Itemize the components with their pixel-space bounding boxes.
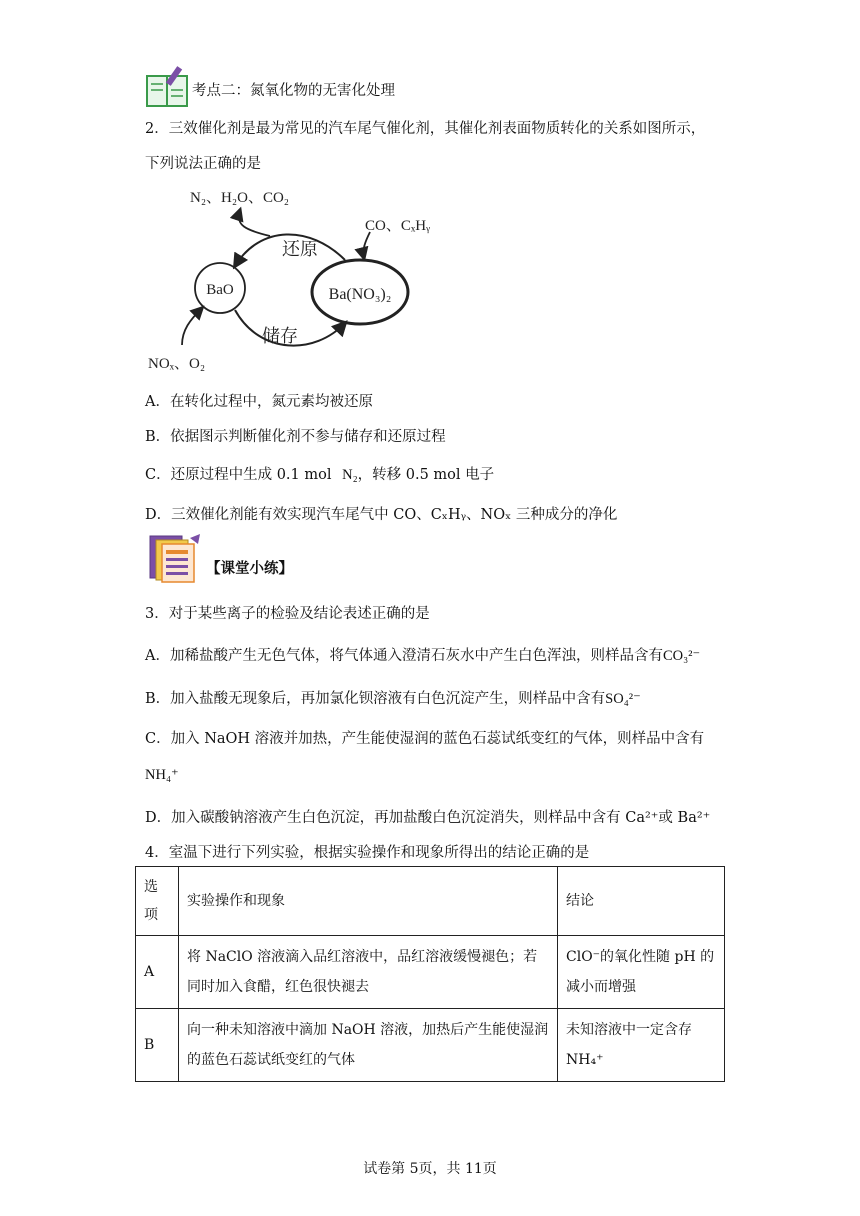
row-b-conclusion: 未知溶液中一定含存 NH₄⁺ [558,1009,725,1082]
section-title: 考点二：氮氧化物的无害化处理 [192,83,395,99]
storage-label: 储存 [262,326,298,346]
q2-option-d: D．三效催化剂能有效实现汽车尾气中 CO、CₓHᵧ、NOₓ 三种成分的净化 [145,507,618,523]
q4-stem: 4．室温下进行下列实验，根据实验操作和现象所得出的结论正确的是 [145,845,590,861]
q3-option-a [145,644,700,665]
q2-stem-line2: 下列说法正确的是 [145,156,261,172]
reactants-right-arrow [363,232,370,258]
q3-option-a-ion: CO₃²⁻ [662,648,701,664]
q2-stem-line1: 2．三效催化剂是最为常见的汽车尾气催化剂，其催化剂表面物质转化的关系如图所示， [145,121,706,137]
practice-title: 【课堂小练】 [206,560,293,577]
header-operation: 实验操作和现象 [179,867,558,936]
products-arrow [239,210,270,236]
catalyst-cycle-diagram [140,180,440,384]
q2-option-a: A．在转化过程中，氮元素均被还原 [145,394,373,410]
header-option: 选项 [136,867,179,936]
q2-option-b: B．依据图示判断催化剂不参与储存和还原过程 [145,429,446,445]
reactants-bottom-label: NOₓ、O₂ [148,356,206,372]
q3-option-c: C．加入 NaOH 溶液并加热，产生能使湿润的蓝色石蕊试纸变红的气体，则样品中含有 [145,731,705,747]
q3-option-c-ion: NH₄⁺ [145,767,179,783]
q3-stem: 3．对于某些离子的检验及结论表述正确的是 [145,606,430,622]
reduction-label: 还原 [282,239,318,259]
q2-option-c-post: ，转移 0.5 mol 电子 [357,467,495,483]
row-b-operation: 向一种未知溶液中滴加 NaOH 溶液，加热后产生能使湿润的蓝色石蕊试纸变红的气体 [179,1009,558,1082]
reactants-right-label: CO、CₓHᵧ [365,218,431,234]
q3-option-a-text: A．加稀盐酸产生无色气体，将气体通入澄清石灰水中产生白色浑浊，则样品含有 [145,648,663,664]
q2-option-c-chem: N₂ [342,467,358,483]
q3-option-b-text: B．加入盐酸无现象后，再加氯化钡溶液有白色沉淀产生，则样品中含有 [145,691,606,707]
row-a-operation: 将 NaClO 溶液滴入品红溶液中，品红溶液缓慢褪色；若同时加入食醋，红色很快褪去 [179,936,558,1009]
header-conclusion: 结论 [558,867,725,936]
bao-label: BaO [206,282,234,298]
products-label: N₂、H₂O、CO₂ [190,190,290,206]
q2-option-c [145,463,494,484]
page-footer: 试卷第 5页，共 11页 [363,1161,497,1177]
table-row [136,1009,725,1082]
table-row [136,936,725,1009]
table-header-row [136,867,725,936]
experiment-table [135,866,725,1082]
q3-option-b-ion: SO₄²⁻ [605,691,641,707]
q2-option-c-pre: C．还原过程中生成 0.1 mol [145,467,332,483]
q3-option-d: D．加入碳酸钠溶液产生白色沉淀，再加盐酸白色沉淀消失，则样品中含有 Ca²⁺或 Ba²⁺ [145,810,711,826]
book-pencil-icon [145,66,193,114]
reactants-bottom-arrow [182,308,202,345]
q3-option-b [145,687,641,708]
row-b-option: B [136,1009,179,1082]
row-a-conclusion: ClO⁻的氧化性随 pH 的减小而增强 [558,936,725,1009]
documents-icon [148,532,204,588]
ba-nitrate-label: Ba(NO₃)₂ [328,286,392,303]
row-a-option: A [136,936,179,1009]
